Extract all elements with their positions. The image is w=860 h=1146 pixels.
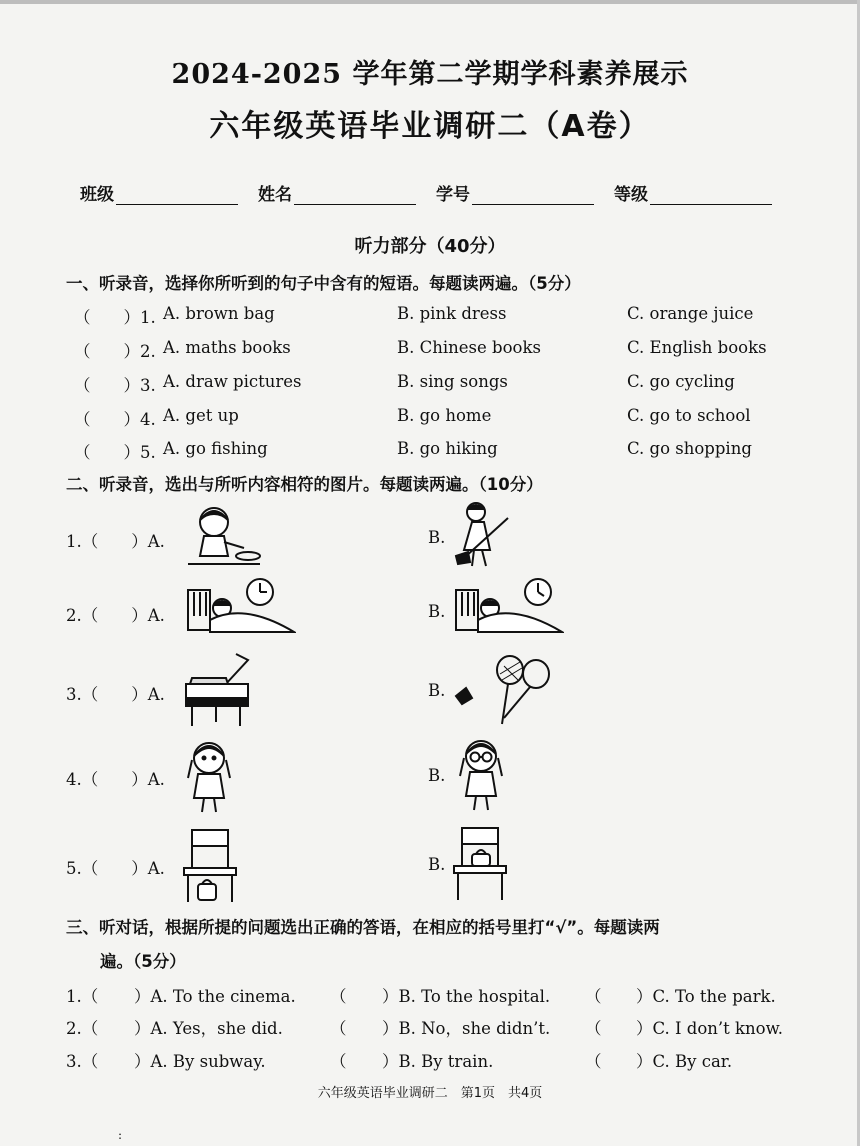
answer-blank[interactable]: （ ）5. bbox=[74, 443, 156, 462]
option-a: ）A. To the cinema. bbox=[134, 987, 296, 1006]
s2-q5-option-b[interactable]: B. bbox=[428, 855, 446, 874]
scan-edge-top bbox=[0, 0, 860, 4]
s3-question-3 bbox=[0, 1048, 860, 1074]
option-a: A. brown bag bbox=[163, 304, 275, 323]
option-b: B. pink dress bbox=[397, 304, 507, 323]
option-b: ）B. No，she didn’t. bbox=[382, 1019, 551, 1038]
option-c: C. English books bbox=[627, 338, 767, 357]
s1-question-2 bbox=[0, 338, 860, 364]
option-c: C. go shopping bbox=[627, 439, 752, 458]
option-b: B. Chinese books bbox=[397, 338, 541, 357]
option-a: ）A. By subway. bbox=[134, 1052, 266, 1071]
badminton-picture bbox=[452, 652, 556, 728]
option-a: A. draw pictures bbox=[163, 372, 302, 391]
grade-field[interactable] bbox=[614, 180, 772, 205]
option-b: B. sing songs bbox=[397, 372, 508, 391]
section1-heading: 一、听录音，选择你所听到的句子中含有的短语。每题读两遍。（5分） bbox=[66, 274, 581, 293]
option-c-blank[interactable]: （ bbox=[585, 1019, 602, 1038]
girl-picture bbox=[180, 738, 238, 816]
class-field[interactable] bbox=[80, 180, 238, 205]
s2-q4-label[interactable]: 4.（ ）A. bbox=[66, 770, 165, 789]
s1-question-5 bbox=[0, 439, 860, 465]
page-footer: 六年级英语毕业调研二 第1页 共4页 bbox=[317, 1086, 543, 1101]
section2-heading: 二、听录音，选出与所听内容相符的图片。每题读两遍。（10分） bbox=[66, 475, 543, 494]
s2-q5-label[interactable]: 5.（ ）A. bbox=[66, 859, 165, 878]
margin-mark: : bbox=[118, 1128, 123, 1142]
s2-q3-option-b[interactable]: B. bbox=[428, 681, 446, 700]
s2-q3-label[interactable]: 3.（ ）A. bbox=[66, 685, 165, 704]
answer-blank[interactable]: 1.（ bbox=[66, 987, 99, 1006]
option-a: A. get up bbox=[163, 406, 239, 425]
s3-question-1 bbox=[0, 983, 860, 1009]
bag-under-chair-picture bbox=[180, 826, 240, 904]
option-b: ）B. By train. bbox=[382, 1052, 494, 1071]
class-blank[interactable] bbox=[116, 186, 238, 205]
option-a: ）A. Yes，she did. bbox=[134, 1019, 283, 1038]
answer-blank[interactable]: （ ）4. bbox=[74, 410, 156, 429]
option-c-blank[interactable]: （ bbox=[585, 987, 602, 1006]
number-label: 学号 bbox=[436, 185, 470, 205]
s2-q1-label[interactable]: 1.（ ）A. bbox=[66, 532, 165, 551]
exam-title-line1: 2024-2025 学年第二学期学科素养展示 bbox=[171, 59, 689, 90]
grade-label: 等级 bbox=[614, 185, 648, 205]
option-b: B. go home bbox=[397, 406, 492, 425]
s1-question-3 bbox=[0, 372, 860, 398]
s2-q2-option-b[interactable]: B. bbox=[428, 602, 446, 621]
section3-heading-line2: 遍。（5分） bbox=[100, 952, 186, 971]
class-label: 班级 bbox=[80, 185, 114, 205]
bag-on-chair-picture bbox=[450, 824, 510, 902]
option-b-blank[interactable]: （ bbox=[330, 1019, 347, 1038]
child-in-bed-clock-picture bbox=[452, 576, 564, 638]
girl-cooking-picture bbox=[184, 502, 264, 570]
piano-picture bbox=[182, 650, 252, 730]
option-c: ）C. By car. bbox=[636, 1052, 733, 1071]
option-b: B. go hiking bbox=[397, 439, 498, 458]
answer-blank[interactable]: （ ）1. bbox=[74, 308, 156, 327]
number-field[interactable] bbox=[436, 180, 594, 205]
option-c-blank[interactable]: （ bbox=[585, 1052, 602, 1071]
answer-blank[interactable]: 2.（ bbox=[66, 1019, 99, 1038]
listening-part-heading: 听力部分（40分） bbox=[354, 236, 506, 257]
option-b: ）B. To the hospital. bbox=[382, 987, 551, 1006]
grade-blank[interactable] bbox=[650, 186, 772, 205]
s3-question-2 bbox=[0, 1015, 860, 1041]
option-a: A. maths books bbox=[163, 338, 291, 357]
s1-question-1 bbox=[0, 304, 860, 330]
exam-title-line2: 六年级英语毕业调研二（A卷） bbox=[209, 109, 651, 144]
option-c: ）C. To the park. bbox=[636, 987, 776, 1006]
option-b-blank[interactable]: （ bbox=[330, 987, 347, 1006]
girl-with-glasses-picture bbox=[452, 736, 510, 814]
girl-sweeping-picture bbox=[450, 500, 516, 572]
option-c: C. go cycling bbox=[627, 372, 735, 391]
name-label: 姓名 bbox=[258, 185, 292, 205]
option-b-blank[interactable]: （ bbox=[330, 1052, 347, 1071]
answer-blank[interactable]: （ ）3. bbox=[74, 376, 156, 395]
s2-q4-option-b[interactable]: B. bbox=[428, 766, 446, 785]
option-c: C. orange juice bbox=[627, 304, 754, 323]
child-in-bed-clock-picture bbox=[184, 576, 296, 638]
option-a: A. go fishing bbox=[163, 439, 268, 458]
name-field[interactable] bbox=[258, 180, 416, 205]
answer-blank[interactable]: （ ）2. bbox=[74, 342, 156, 361]
name-blank[interactable] bbox=[294, 186, 416, 205]
option-c: C. go to school bbox=[627, 406, 751, 425]
answer-blank[interactable]: 3.（ bbox=[66, 1052, 99, 1071]
s2-q2-label[interactable]: 2.（ ）A. bbox=[66, 606, 165, 625]
s1-question-4 bbox=[0, 406, 860, 432]
number-blank[interactable] bbox=[472, 186, 594, 205]
section3-heading-line1: 三、听对话，根据所提的问题选出正确的答语，在相应的括号里打“√”。每题读两 bbox=[66, 918, 660, 937]
s2-q1-option-b[interactable]: B. bbox=[428, 528, 446, 547]
option-c: ）C. I don’t know. bbox=[636, 1019, 784, 1038]
